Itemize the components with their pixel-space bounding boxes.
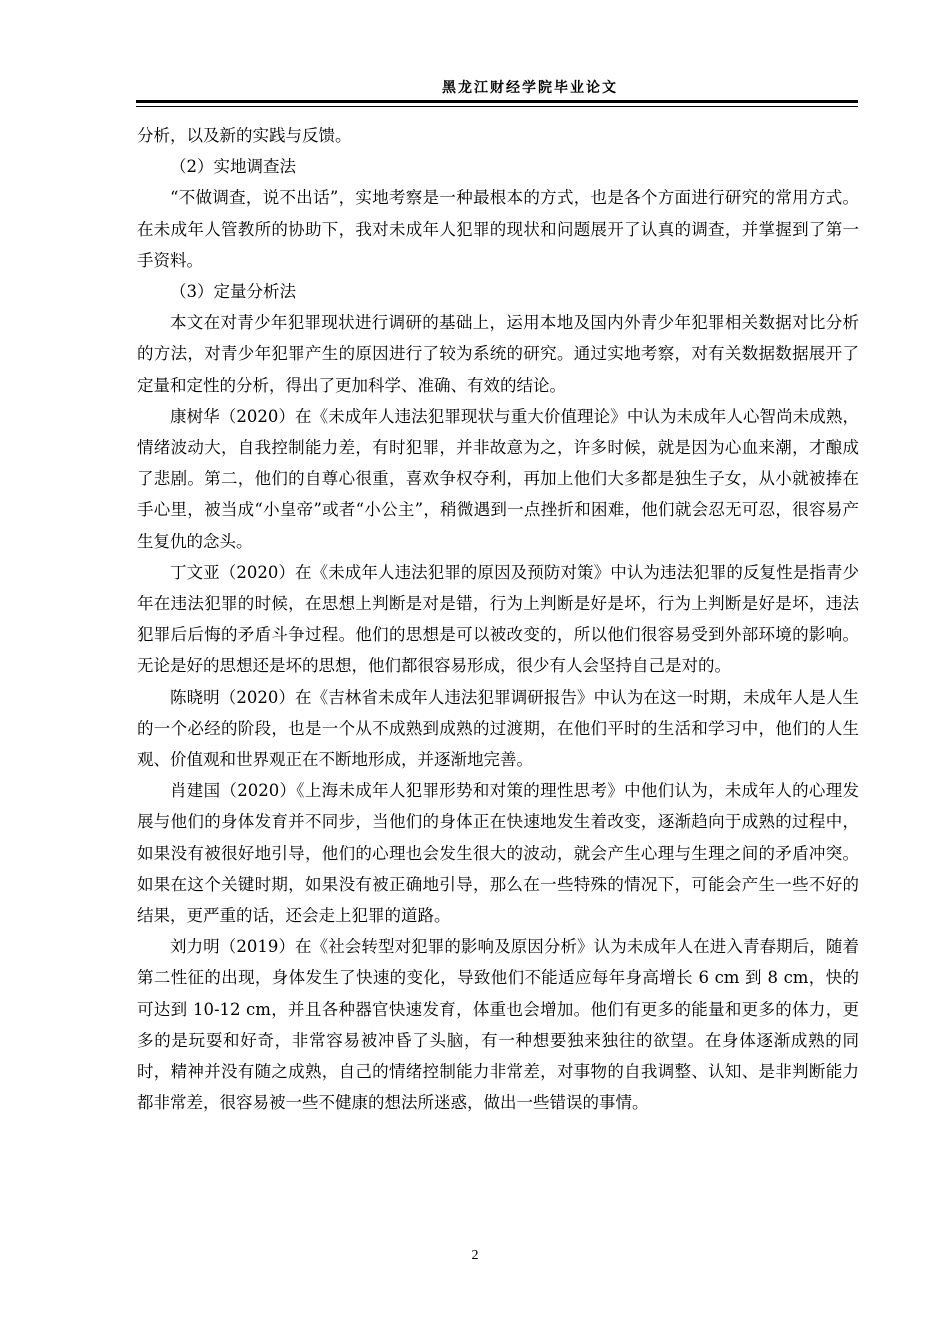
paragraph-ding-wenya: 丁文亚（2020）在《未成年人违法犯罪的原因及预防对策》中认为违法犯罪的反复性是指青少年在违法犯罪的时候，在思想上判断是对是错，行为上判断是好是坏，行为上判断是好是坏，违法犯罪后后悔的矛盾斗争过程。他们的思想是可以被改变的，所以他们很容易受到外部环境的影响。无论是好的思想还是坏的思想，他们都很容易形成，很少有人会坚持自己是对的。 [137, 562, 859, 676]
paragraph-liu-liming: 刘力明（2019）在《社会转型对犯罪的影响及原因分析》认为未成年人在进入青春期后，随着第二性征的出现，身体发生了快速的变化，导致他们不能适应每年身高增长 6 cm 到 8 cm，快的可达到 10-12 cm，并且各种器官快速发育，体重也会增加。他们有更多的能量和更多的体力，更多的是玩耍和好奇，非常容易被冲昏了头脑，有一种想要独来独往的欲望。在身体逐渐成熟的同时，精神并没有随之成熟，自己的情绪控制能力非常差，对事物的自我调整、认知、是非判断能力都非常差，很容易被一些不健康的想法所迷惑，做出一些错误的事情。 [137, 937, 859, 1113]
paragraph-kang-shuhua: 康树华（2020）在《未成年人违法犯罪现状与重大价值理论》中认为未成年人心智尚未成熟，情绪波动大，自我控制能力差，有时犯罪，并非故意为之，许多时候，就是因为心血来潮，才酿成了悲剧。第二，他们的自尊心很重，喜欢争权夺利，再加上他们大多都是独生子女，从小就被捧在手心里，被当成“小皇帝”或者“小公主”，稍微遇到一点挫折和困难，他们就会忍无可忍，很容易产生复仇的念头。 [137, 406, 859, 551]
paragraph-chen-xiaoming: 陈晓明（2020）在《吉林省未成年人违法犯罪调研报告》中认为在这一时期，未成年人是人生的一个必经的阶段，也是一个从不成熟到成熟的过渡期，在他们平时的生活和学习中，他们的人生观、价值观和世界观正在不断地形成，并逐渐地完善。 [137, 687, 859, 770]
paragraph-xiao-jianguo: 肖建国（2020）《上海未成年人犯罪形势和对策的理性思考》中他们认为，未成年人的心理发展与他们的身体发育并不同步，当他们的身体正在快速地发生着改变，逐渐趋向于成熟的过程中，如果没有被很好地引导，他们的心理也会发生很大的波动，就会产生心理与生理之间的矛盾冲突。如果在这个关键时期，如果没有被正确地引导，那么在一些特殊的情况下，可能会产生一些不好的结果，更严重的话，还会走上犯罪的道路。 [137, 781, 859, 926]
paragraph-continuation: 分析，以及新的实践与反馈。 [137, 126, 352, 145]
page-number: 2 [471, 1248, 479, 1263]
header-title: 黑龙江财经学院毕业论文 [442, 80, 618, 96]
section-heading-field-survey: （2）实地调查法 [170, 157, 296, 177]
header-rule-thick [136, 100, 858, 103]
header-rule-thin [136, 106, 858, 107]
paragraph-quantitative: 本文在对青少年犯罪现状进行调研的基础上，运用本地及国内外青少年犯罪相关数据对比分析的方法，对青少年犯罪产生的原因进行了较为系统的研究。通过实地考察，对有关数据数据展开了定量和定性的分析，得出了更加科学、准确、有效的结论。 [137, 313, 859, 395]
body-text [137, 120, 859, 1119]
section-heading-quantitative: （3）定量分析法 [170, 282, 296, 302]
paragraph-field-survey: “不做调查，说不出话”，实地考察是一种最根本的方式，也是各个方面进行研究的常用方式。在未成年人管教所的协助下，我对未成年人犯罪的现状和问题展开了认真的调查，并掌握到了第一手资料。 [137, 188, 859, 270]
